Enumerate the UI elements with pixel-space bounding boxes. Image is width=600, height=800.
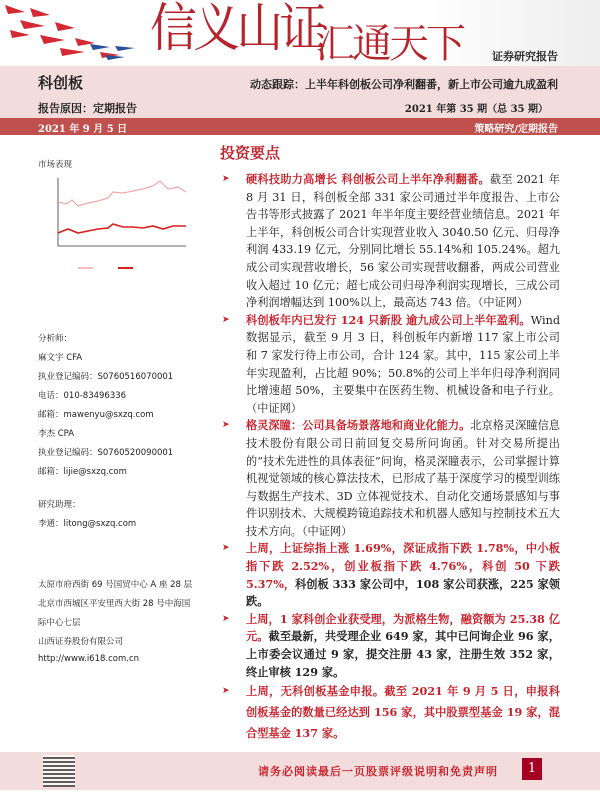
series-line-pink — [58, 181, 186, 206]
highlight-item — [220, 681, 560, 744]
investment-highlights — [220, 142, 560, 744]
item-lead: 格灵深瞳：公司具备场景落地和商业化能力。 — [246, 418, 471, 433]
qr-code-icon — [43, 755, 75, 787]
item-body: 截至最新，共受理企业 649 家，其中已问询企业 96 家，上市委会议通过 9 家，提交注册 43 家，注册生效 352 家，终止审核 129 家。 — [246, 629, 560, 679]
arrow-bullet-icon: ➤ — [222, 686, 230, 697]
item-lead: 上周，上证综指上涨 1.69%，深证成指下跌 1.78%，中小板指下跌 2.52%，创业板指下跌 4.76%，科创 50 下跌 5.37%， — [246, 541, 560, 591]
assistant-contact[interactable]: 李通：litong@sxzq.com — [38, 519, 137, 529]
arrow-bullet-icon: ➤ — [222, 613, 230, 624]
analyst-name: 李杰 CPA — [38, 429, 75, 439]
company-name: 山西证券股份有限公司 — [38, 637, 124, 647]
website-link[interactable]: http://www.i618.com.cn — [38, 654, 140, 664]
item-lead: 硬科技助力高增长 科创板公司上半年净利翻番。 — [246, 172, 490, 186]
footer — [0, 752, 600, 790]
report-reason: 报告原因：定期报告 — [38, 102, 137, 115]
market-title: 市场表现 — [38, 160, 73, 170]
arrow-bullet-icon: ➤ — [222, 543, 230, 554]
analyst-email[interactable]: 邮箱：lijie@sxzq.com — [38, 467, 127, 477]
highlight-item — [220, 171, 560, 312]
analyst-label: 分析师： — [38, 334, 73, 344]
item-lead: 上周，无科创板基金申报。截至 2021 年 9 月 5 日，申报科创板基金的数量已经达到 156 家，其中股票型基金 19 家，混合型基金 137 家。 — [246, 684, 560, 741]
report-date: 2021 年 9 月 5 日 — [38, 124, 128, 135]
analyst-email[interactable]: 邮箱：mawenyu@sxzq.com — [38, 410, 154, 420]
highlight-item — [220, 312, 560, 418]
item-lead: 科创板年内已发行 124 只新股 逾九成公司上半年盈利。 — [246, 312, 531, 327]
x-tick-labels — [58, 250, 186, 264]
item-body: 北京格灵深瞳信息技术股份有限公司日前回复交易所问询函。针对交易所提出的“技术先进性的具体表征”问询，格灵深瞳表示，公司掌握计算机视觉领域的核心算法技术，已形成了基于深度学习的模型训练与数据生产技术、3D 立体视觉技术、自动化交通场景感知与事件识别技术、大规模跨镜追踪技术和机器人感知与控制技术五大技术方向。（中证网） — [246, 419, 560, 538]
item-body: 截至 2021 年 8 月 31 日，科创板全部 331 家公司通过半年度报告、上市公告书等形式披露了 2021 年半年度主要经营业绩信息。2021 年上半年，科创板公司合计实现营业收入 3040.50 亿元、归母净利润 433.19 亿元，分别同比增长 55.14%和 105.24%。超九成公司实现营收增长，56 家公司实现营收翻番，两成公司营业收入超过 10 亿元；超七成公司归母净利润实现增长，三成公司净利润增幅达到 100%以上，最高达 743 倍。（中证网） — [246, 173, 560, 310]
bird-flock-logo — [0, 0, 160, 66]
header-banner — [0, 0, 600, 66]
slogan-part-2: 汇通天下 — [315, 21, 463, 66]
highlight-item — [220, 611, 560, 681]
sector-title: 科创板 — [38, 74, 84, 92]
analyst-name: 麻文宇 CFA — [38, 353, 83, 363]
address-line: 北京市西城区平安里西大街 28 号中海国 — [38, 599, 191, 609]
section-title: 投资要点 — [220, 144, 281, 162]
slogan-part-1: 信义山证 — [150, 0, 323, 59]
analyst-license: 执业登记编码：S0760520090001 — [38, 448, 174, 458]
highlight-item — [220, 417, 560, 540]
disclaimer-notice: 请务必阅读最后一页股票评级说明和免责声明 — [258, 765, 498, 778]
item-lead: 上周，1 家科创企业获受理，为派格生物，融资额为 25.38 亿元。 — [246, 611, 560, 644]
report-type: 证券研究报告 — [492, 50, 558, 63]
item-body: 科创板 333 家公司中，108 家公司获涨，225 家领跌。 — [246, 576, 560, 609]
arrow-bullet-icon: ➤ — [222, 314, 230, 325]
report-headline: 动态跟踪：上半年科创板公司净利翻番，新上市公司逾九成盈利 — [250, 78, 558, 91]
analyst-license: 执业登记编码：S0760516070001 — [38, 372, 174, 382]
highlight-item — [220, 540, 560, 610]
analyst-phone: 电话：010-83496336 — [38, 391, 127, 401]
page-number: 1 — [522, 758, 542, 780]
market-performance-chart — [38, 176, 188, 271]
series-line-red — [58, 224, 186, 233]
address-line: 际中心七层 — [38, 618, 81, 628]
arrow-bullet-icon: ➤ — [222, 174, 230, 184]
item-body: Wind 数据显示，截至 9 月 3 日，科创板年内新增 117 家上市公司和 7 家发行待上市公司，合计 124 家。其中，115 家公司上半年实现盈利，占比超 90%；50.8%的公司上半年归母净利润同比增速超 50%，主要集中在医药生物、机械设备和电子行业。（中证网） — [246, 313, 560, 415]
arrow-bullet-icon: ➤ — [222, 420, 230, 431]
assistant-label: 研究助理： — [38, 500, 81, 510]
issue-number: 2021 年第 35 期（总 35 期） — [404, 104, 548, 115]
date-bar — [0, 118, 600, 135]
report-category: 策略研究/定期报告 — [474, 124, 558, 135]
address-line: 太原市府西街 69 号国贸中心 A 座 28 层 — [38, 580, 193, 590]
